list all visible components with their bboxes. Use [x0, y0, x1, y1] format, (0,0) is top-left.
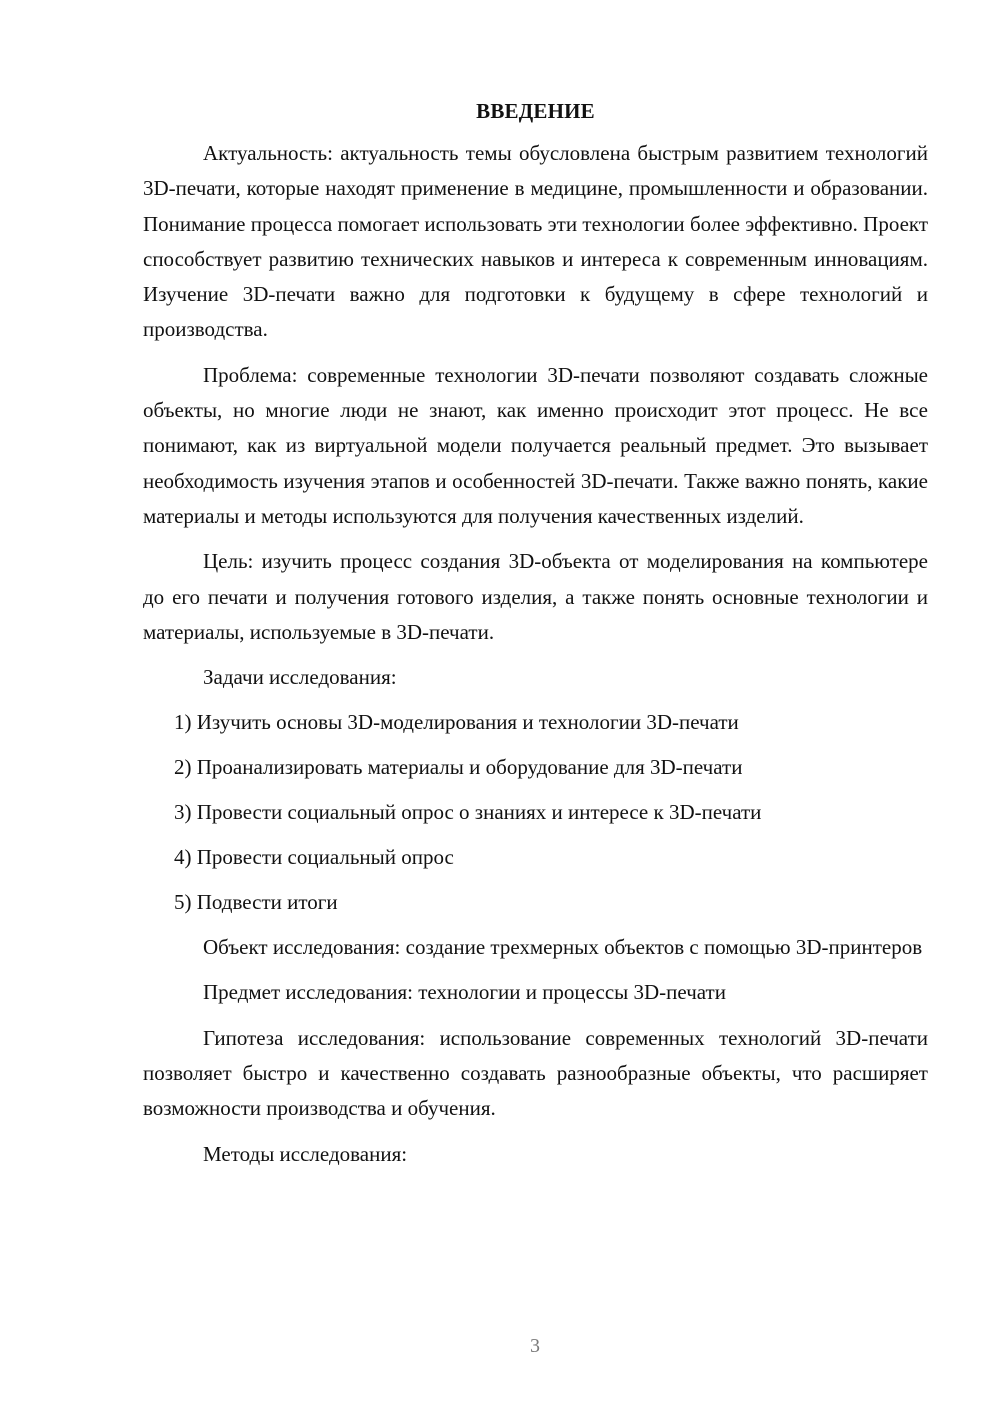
task-item-1: 1) Изучить основы 3D-моделирования и технологии 3D-печати: [174, 710, 739, 735]
page-content: [143, 96, 928, 1172]
task-item-3: 3) Провести социальный опрос о знаниях и интересе к 3D-печати: [174, 800, 762, 825]
paragraph-object: Объект исследования: создание трехмерных объектов с помощью 3D-принтеров: [203, 935, 923, 960]
tasks-heading: Задачи исследования:: [203, 665, 397, 690]
task-list: [143, 705, 928, 920]
task-item-4: 4) Провести социальный опрос: [174, 845, 454, 870]
paragraph-problem: Проблема: современные технологии 3D-печати позволяют создавать сложные объекты, но многие люди не знают, как именно происходит этот процесс. Не все понимают, как из виртуальной модели получается реальный предмет. Это вызывает необходимость изучения этапов и особенностей 3D-печати. Также важно понять, какие материалы и методы используются для получения качественных изделий.: [143, 362, 928, 528]
task-item-2: 2) Проанализировать материалы и оборудование для 3D-печати: [174, 755, 743, 780]
paragraph-subject: Предмет исследования: технологии и процессы 3D-печати: [203, 980, 726, 1005]
page-title: ВВЕДЕНИЕ: [476, 99, 595, 123]
paragraph-hypothesis: Гипотеза исследования: использование современных технологий 3D-печати позволяет быстро и качественно создавать разнообразные объекты, что расширяет возможности производства и обучения.: [143, 1025, 928, 1121]
methods-heading: Методы исследования:: [203, 1141, 408, 1166]
paragraph-goal: Цель: изучить процесс создания 3D-объекта от моделирования на компьютере до его печати и получения готового изделия, а также понять основные технологии и материалы, используемые в 3D-печати.: [143, 549, 928, 644]
page-number: 3: [530, 1335, 540, 1357]
task-item-5: 5) Подвести итоги: [174, 890, 338, 915]
paragraph-relevance: Актуальность: актуальность темы обусловлена быстрым развитием технологий 3D-печати, которые находят применение в медицине, промышленности и образовании. Понимание процесса помогает использовать эти технологии более эффективно. Проект способствует развитию технических навыков и интереса к современным инновациям. Изучение 3D-печати важно для подготовки к будущему в сфере технологий и производства.: [143, 141, 928, 342]
